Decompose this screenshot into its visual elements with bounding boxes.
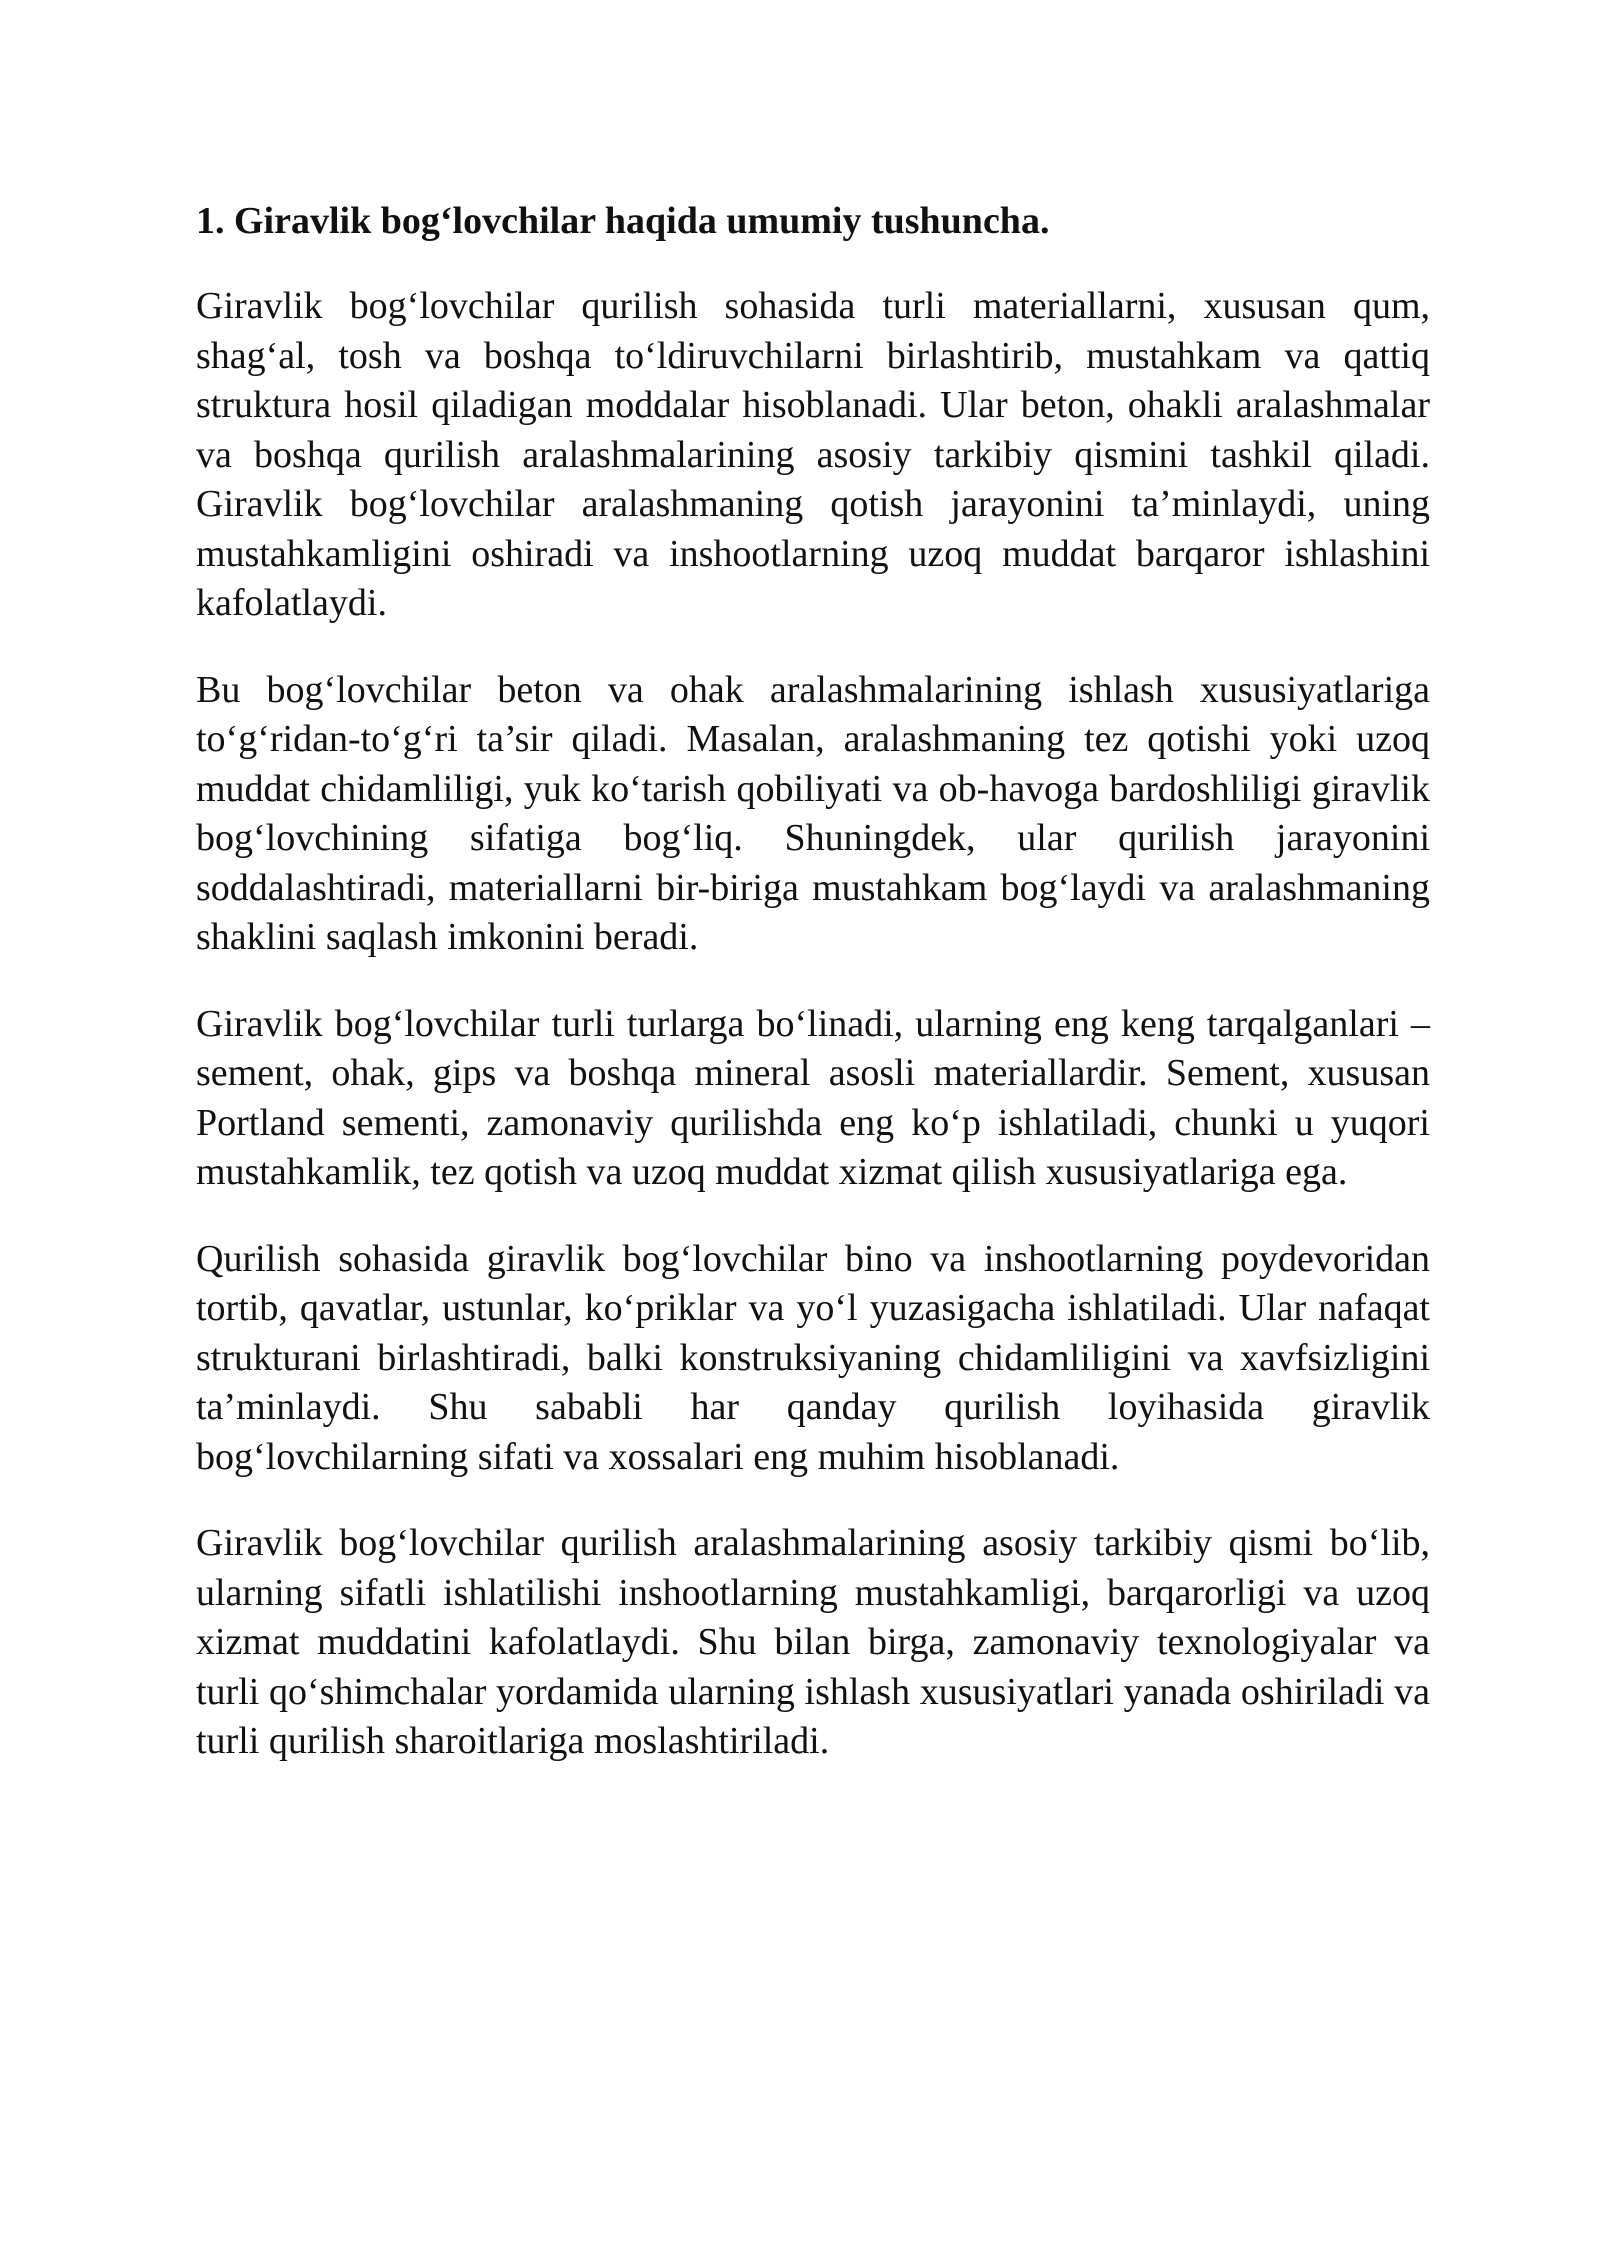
paragraph-3: Giravlik bog‘lovchilar turli turlarga bo‘linadi, ularning eng keng tarqalganlari – sement, ohak, gips va boshqa mineral asosli materiallardir. Sement, xususan Portland sementi, zamonaviy qurilishda eng ko‘p ishlatiladi, chunki u yuqori mustahkamlik, tez qotish va uzoq muddat xizmat qilish xususiyatlariga ega. bbox=[196, 1002, 1430, 1193]
paragraph-2: Bu bog‘lovchilar beton va ohak aralashmalarining ishlash xususiyatlariga to‘g‘ridan-to‘g‘ri ta’sir qiladi. Masalan, aralashmaning tez qotishi yoki uzoq muddat chidamliligi, yuk ko‘tarish qobiliyati va ob-havoga bardoshliligi giravlik bog‘lovchining sifatiga bog‘liq. Shuningdek, ular qurilish jarayonini soddalashtiradi, materiallarni bir-biriga mustahkam bog‘laydi va aralashmaning shaklini saqlash imkonini beradi. bbox=[196, 668, 1430, 958]
section-heading: 1. Giravlik bog‘lovchilar haqida umumiy tushuncha. bbox=[196, 200, 1050, 242]
paragraph-4: Qurilish sohasida giravlik bog‘lovchilar bino va inshootlarning poydevoridan tortib, qavatlar, ustunlar, ko‘priklar va yo‘l yuzasigacha ishlatiladi. Ular nafaqat strukturani birlashtiradi, balki konstruksiyaning chidamliligini va xavfsizligini ta’minlaydi. Shu sababli har qanday qurilish loyihasida giravlik bog‘lovchilarning sifati va xossalari eng muhim hisoblanadi. bbox=[196, 1237, 1430, 1478]
paragraph-1: Giravlik bog‘lovchilar qurilish sohasida turli materiallarni, xususan qum, shag‘al, tosh va boshqa to‘ldiruvchilarni birlashtirib, mustahkam va qattiq struktura hosil qiladigan moddalar hisoblanadi. Ular beton, ohakli aralashmalar va boshqa qurilish aralashmalarining asosiy tarkibiy qismini tashkil qiladi. Giravlik bog‘lovchilar aralashmaning qotish jarayonini ta’minlaydi, uning mustahkamligini oshiradi va inshootlarning uzoq muddat barqaror ishlashini kafolatlaydi. bbox=[196, 285, 1430, 624]
document-body bbox=[196, 196, 1430, 1804]
paragraph-5: Giravlik bog‘lovchilar qurilish aralashmalarining asosiy tarkibiy qismi bo‘lib, ularning sifatli ishlatilishi inshootlarning mustahkamligi, barqarorligi va uzoq xizmat muddatini kafolatlaydi. Shu bilan birga, zamonaviy texnologiyalar va turli qo‘shimchalar yordamida ularning ishlash xususiyatlari yanada oshiriladi va turli qurilish sharoitlariga moslashtiriladi. bbox=[196, 1522, 1430, 1762]
